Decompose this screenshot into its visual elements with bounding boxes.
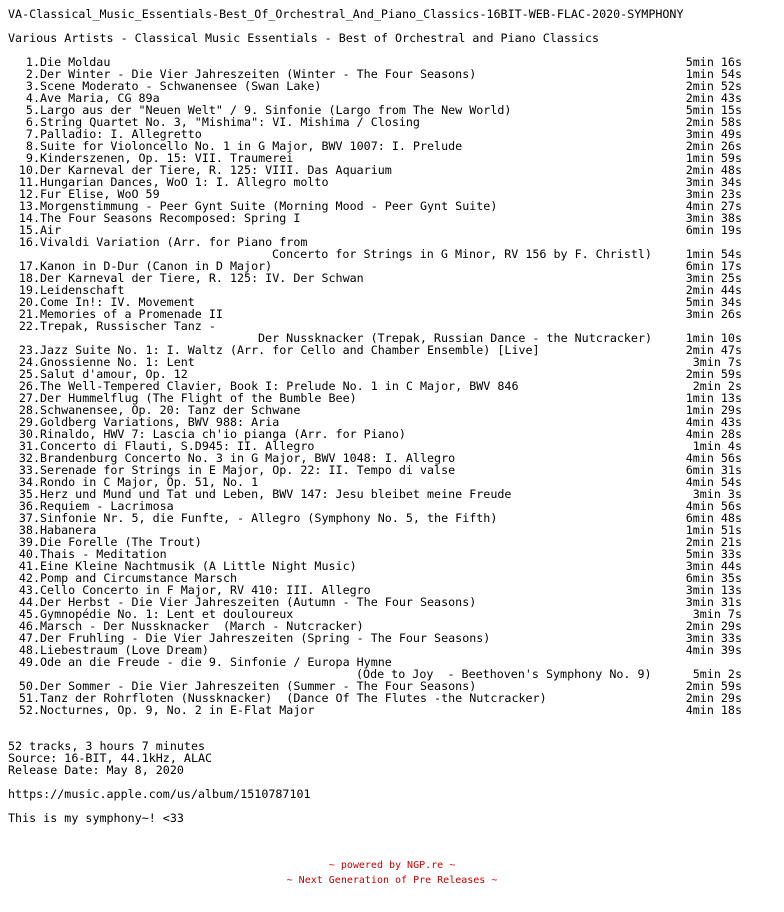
track-number: 49. [18,655,40,669]
track-duration: 3min 49s [685,127,742,141]
track-row [8,512,784,524]
track-number: 10. [18,163,40,177]
track-number: 35. [18,487,40,501]
track-number: 48. [18,643,40,657]
track-title: Die Moldau [40,55,111,69]
track-title: Come In!: IV. Movement [40,295,195,309]
track-duration: 4min 27s [685,199,742,213]
track-title: Der Sommer - Die Vier Jahreszeiten (Summer - The Four Seasons) [40,679,477,693]
track-title: Trepak, Russischer Tanz - [40,319,216,333]
track-count: 52 tracks, 3 hours 7 minutes [8,739,206,753]
track-number: 28. [18,403,40,417]
track-title: Pomp and Circumstance Marsch [40,571,238,585]
track-number: 9. [25,151,40,165]
track-number: 5. [25,103,40,117]
track-number: 46. [18,619,40,633]
track-number: 21. [18,307,40,321]
track-number: 2. [25,67,40,81]
track-duration: 3min 25s [685,271,742,285]
track-title: Der Hummelflug (The Flight of the Bumble Bee) [40,391,357,405]
track-title: Ave Maria, CG 89a [40,91,160,105]
track-duration: 1min 4s [692,439,742,453]
track-number: 1. [25,55,40,69]
track-duration: 6min 17s [685,259,742,273]
track-title: Der Fruhling - Die Vier Jahreszeiten (Spring - The Four Seasons) [40,631,491,645]
track-number: 37. [18,511,40,525]
track-number: 47. [18,631,40,645]
track-duration: 1min 54s [685,247,742,261]
track-duration: 2min 59s [685,367,742,381]
track-title: Marsch - Der Nussknacker (March - Nutcracker) [40,619,364,633]
spacer [8,44,784,56]
track-duration: 2min 59s [685,679,742,693]
track-duration: 2min 29s [685,619,742,633]
track-number: 13. [18,199,40,213]
track-duration: 5min 33s [685,547,742,561]
track-title: Gymnopédie No. 1: Lent et douloureux [40,607,294,621]
track-number: 34. [18,475,40,489]
track-duration: 4min 56s [685,451,742,465]
footer [0,858,784,888]
track-number: 41. [18,559,40,573]
track-number: 25. [18,367,40,381]
track-duration: 2min 52s [685,79,742,93]
release-note: This is my symphony~! <33 [8,811,184,825]
track-duration: 2min 47s [685,343,742,357]
track-duration: 4min 54s [685,475,742,489]
track-number: 38. [18,523,40,537]
track-title: Hungarian Dances, WoO 1: I. Allegro molto [40,175,329,189]
track-number: 31. [18,439,40,453]
track-duration: 3min 13s [685,583,742,597]
track-number: 8. [25,139,40,153]
track-number: 30. [18,427,40,441]
track-title: Der Winter - Die Vier Jahreszeiten (Winter - The Four Seasons) [40,67,477,81]
track-row [8,212,784,224]
track-duration: 3min 7s [692,355,742,369]
track-duration: 1min 13s [685,391,742,405]
track-duration: 2min 43s [685,91,742,105]
track-title: String Quartet No. 3, "Mishima": VI. Mishima / Closing [40,115,420,129]
track-number: 3. [25,79,40,93]
track-duration: 4min 56s [685,499,742,513]
track-duration: 2min 48s [685,163,742,177]
footer-powered-by[interactable]: ~ powered by NGP.re ~ [328,860,456,871]
track-number: 52. [18,703,40,717]
track-number: 44. [18,595,40,609]
track-number: 40. [18,547,40,561]
track-duration: 2min 58s [685,115,742,129]
track-duration: 4min 39s [685,643,742,657]
track-title: Liebestraum (Love Dream) [40,643,209,657]
track-title: Goldberg Variations, BWV 988: Aria [40,415,280,429]
track-number: 22. [18,319,40,333]
spacer [8,716,784,740]
track-duration: 2min 29s [685,691,742,705]
track-duration: 5min 15s [685,103,742,117]
track-number: 39. [18,535,40,549]
track-title: The Well-Tempered Clavier, Book I: Prelude No. 1 in C Major, BWV 846 [40,379,519,393]
track-duration: 3min 38s [685,211,742,225]
track-number: 51. [18,691,40,705]
release-name: VA-Classical_Music_Essentials-Best_Of_Orchestral_And_Piano_Classics-16BIT-WEB-FLAC-2020-SYMPHONY [8,7,684,21]
track-title: Gnossienne No. 1: Lent [40,355,195,369]
track-duration: 4min 28s [685,427,742,441]
track-title: Kanon in D-Dur (Canon in D Major) [40,259,273,273]
track-number: 36. [18,499,40,513]
track-number: 17. [18,259,40,273]
track-number: 29. [18,415,40,429]
nfo-text [8,8,784,824]
track-row [8,656,784,680]
track-title: Fur Elise, WoO 59 [40,187,160,201]
track-number: 32. [18,451,40,465]
track-title: Habanera [40,523,97,537]
track-title: Scene Moderato - Schwanensee (Swan Lake) [40,79,322,93]
track-number: 4. [25,91,40,105]
track-duration: 3min 34s [685,175,742,189]
track-title: Der Herbst - Die Vier Jahreszeiten (Autumn - The Four Seasons) [40,595,477,609]
track-title: Ode an die Freude - die 9. Sinfonie / Europa Hymne [40,655,392,669]
track-number: 20. [18,295,40,309]
track-title: Tanz der Rohrfloten (Nussknacker) (Dance Of The Flutes -the Nutcracker) [40,691,547,705]
track-duration: 2min 21s [685,535,742,549]
track-title: Concerto di Flauti, S.D945: II. Allegro [40,439,315,453]
track-row [8,704,784,716]
track-number: 14. [18,211,40,225]
track-duration: 3min 3s [692,487,742,501]
footer-tagline: ~ Next Generation of Pre Releases ~ [286,875,498,886]
track-duration: 1min 10s [685,331,742,345]
track-duration: 6min 48s [685,511,742,525]
track-number: 26. [18,379,40,393]
track-title: Air [40,223,62,237]
track-title: Largo aus der "Neuen Welt" / 9. Sinfonie (Largo from The New World) [40,103,512,117]
track-row [8,320,784,344]
track-title: Cello Concerto in F Major, RV 410: III. Allegro [40,583,371,597]
track-title: Rondo in C Major, Op. 51, No. 1 [40,475,259,489]
track-title: Schwanensee, Op. 20: Tanz der Schwane [40,403,301,417]
track-number: 27. [18,391,40,405]
track-duration: 2min 26s [685,139,742,153]
track-title-continuation: (Ode to Joy - Beethoven's Symphony No. 9) [356,667,652,681]
track-title: Morgenstimmung - Peer Gynt Suite (Morning Mood - Peer Gynt Suite) [40,199,498,213]
track-duration: 5min 2s [692,667,742,681]
track-duration: 6min 31s [685,463,742,477]
track-number: 15. [18,223,40,237]
track-number: 16. [18,235,40,249]
track-duration: 3min 44s [685,559,742,573]
track-title: Nocturnes, Op. 9, No. 2 in E-Flat Major [40,703,315,717]
track-title: The Four Seasons Recomposed: Spring I [40,211,301,225]
album-link[interactable]: https://music.apple.com/us/album/1510787101 [8,787,311,801]
track-number: 7. [25,127,40,141]
track-duration: 6min 19s [685,223,742,237]
track-title: Brandenburg Concerto No. 3 in G Major, BWV 1048: I. Allegro [40,451,456,465]
track-duration: 6min 35s [685,571,742,585]
track-title: Eine Kleine Nachtmusik (A Little Night Music) [40,559,357,573]
track-title: Kinderszenen, Op. 15: VII. Traumerei [40,151,294,165]
track-title: Serenade for Strings in E Major, Op. 22: II. Tempo di valse [40,463,456,477]
track-title: Vivaldi Variation (Arr. for Piano from [40,235,308,249]
track-title-continuation: Concerto for Strings in G Minor, RV 156 by F. Christl) [272,247,652,261]
track-title: Jazz Suite No. 1: I. Waltz (Arr. for Cello and Chamber Ensemble) [Live] [40,343,540,357]
track-number: 19. [18,283,40,297]
track-duration: 1min 54s [685,67,742,81]
track-duration: 2min 2s [692,379,742,393]
track-title: Die Forelle (The Trout) [40,535,202,549]
track-duration: 2min 44s [685,283,742,297]
track-number: 33. [18,463,40,477]
track-row [8,236,784,260]
track-row [8,272,784,284]
track-title: Leidenschaft [40,283,125,297]
track-title: Memories of a Promenade II [40,307,223,321]
track-duration: 3min 26s [685,307,742,321]
track-title-continuation: Der Nussknacker (Trepak, Russian Dance - the Nutcracker) [258,331,653,345]
track-title: Herz und Mund und Tat und Leben, BWV 147: Jesu bleibet meine Freude [40,487,512,501]
track-number: 23. [18,343,40,357]
track-title: Palladio: I. Allegretto [40,127,202,141]
track-number: 42. [18,571,40,585]
track-title: Der Karneval der Tiere, R. 125: VIII. Das Aquarium [40,163,392,177]
track-duration: 3min 23s [685,187,742,201]
track-number: 24. [18,355,40,369]
track-title: Sinfonie Nr. 5, die Funfte, - Allegro (Symphony No. 5, the Fifth) [40,511,498,525]
track-number: 45. [18,607,40,621]
track-list [8,56,784,716]
track-duration: 1min 51s [685,523,742,537]
track-number: 18. [18,271,40,285]
track-title: Der Karneval der Tiere, R. 125: IV. Der Schwan [40,271,364,285]
track-number: 6. [25,115,40,129]
track-number: 11. [18,175,40,189]
source-info: Source: 16-BIT, 44.1kHz, ALAC [8,751,213,765]
track-title: Salut d'amour, Op. 12 [40,367,188,381]
album-title: Various Artists - Classical Music Essentials - Best of Orchestral and Piano Classics [8,31,600,45]
release-date: Release Date: May 8, 2020 [8,763,184,777]
track-duration: 1min 29s [685,403,742,417]
track-title: Suite for Violoncello No. 1 in G Major, BWV 1007: I. Prelude [40,139,463,153]
track-title: Rinaldo, HWV 7: Lascia ch'io pianga (Arr. for Piano) [40,427,406,441]
track-duration: 5min 34s [685,295,742,309]
track-title: Thais - Meditation [40,547,167,561]
track-duration: 4min 18s [685,703,742,717]
track-duration: 4min 43s [685,415,742,429]
track-title: Requiem - Lacrimosa [40,499,174,513]
track-duration: 3min 31s [685,595,742,609]
track-duration: 1min 59s [685,151,742,165]
track-duration: 3min 33s [685,631,742,645]
track-number: 12. [18,187,40,201]
track-number: 43. [18,583,40,597]
track-duration: 3min 7s [692,607,742,621]
track-duration: 5min 16s [685,55,742,69]
track-number: 50. [18,679,40,693]
